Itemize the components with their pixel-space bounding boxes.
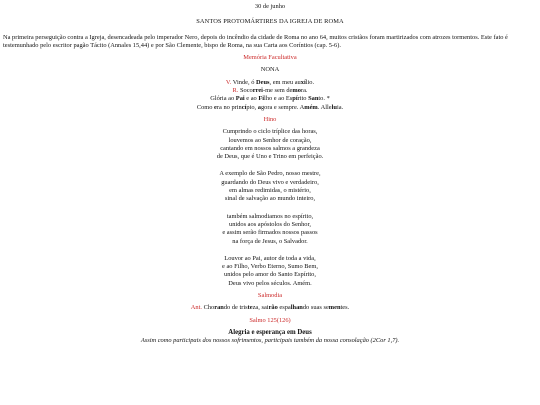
memoria-label: Memória Facultativa (243, 54, 297, 62)
hymn-line: em almas redimidas, o mistério, (229, 187, 311, 195)
response-mark: R. (232, 87, 239, 95)
hymn-line: e ao Filho, Verbo Eterno, Sumo Bem, (222, 263, 318, 271)
response-line: R. Socorrei-me sem demora. (232, 87, 308, 95)
hymn-line: de Deus, que é Uno e Trino em perfeição. (216, 153, 324, 161)
hymn-line: sinal de salvação ao mundo inteiro, (224, 195, 316, 203)
hymn-header: Hino (263, 115, 277, 123)
hymn-line: guardando do Deus vivo e verdadeiro, (221, 178, 319, 186)
versicle-line: V. Vinde, ó Deus, em meu auxílio. (225, 78, 315, 86)
hymn-line: unidos pelo amor do Santo Espírito, (224, 271, 316, 279)
hymn-line: A exemplo de São Pedro, nosso mestre, (219, 170, 321, 178)
salmodia-header: Salmodia (257, 292, 283, 300)
hymn-line: Cumprindo o ciclo tríplice das horas, (222, 128, 318, 136)
hymn-line: Deus vivo pelos séculos. Amém. (228, 279, 312, 287)
psalm-epigraph: Assim como participais dos nossos sofrimentos, participais também da nossa consolação (2Cor 1,7). (140, 337, 400, 345)
hymn-line: unidos aos apóstolos do Senhor, (229, 220, 311, 228)
feast-intro: Na primeira perseguição contra a Igreja, desencadeada pelo imperador Nero, depois do incêndio da cidade de Roma no ano 64, muitos cristãos foram martirizados com atrozes tormentos. Este fato é testemunhado pelo escritor pagão Tácito (Annales 15,44) e por São Clemente, bispo de Roma, na sua Carta aos Coríntios (cap. 5-6). (3, 33, 508, 49)
hymn-line: Louvor ao Pai, autor de toda a vida, (224, 254, 316, 262)
hymn-stanza-1 (3, 128, 537, 161)
antiphon-mark: Ant. (190, 304, 202, 312)
versicle-mark: V. (225, 78, 232, 86)
gloria-line-2: Como era no princípio, agora e sempre. Amém. Alleluia. (196, 103, 344, 111)
psalm-reference: Salmo 125(126) (249, 316, 291, 324)
gloria-line-1: Glória ao Pai e ao Filho e ao Espírito Santo. * (210, 95, 330, 103)
antiphon-line: Ant. Chorando de tristeza, sairão espalhando suas sementes. (190, 304, 350, 312)
hymn-stanza-4 (3, 255, 537, 288)
hymn-stanza-3 (3, 213, 537, 246)
hymn-line: e assim serão firmados nossos passos (222, 229, 318, 237)
hymn-line: na força de Jesus, o Salvador. (232, 237, 308, 245)
hymn-line: louvemos ao Senhor de coração, (228, 136, 312, 144)
hymn-line: cantando em nossos salmos a grandeza (220, 144, 320, 152)
psalm-title: Alegria e esperança em Deus (228, 328, 312, 336)
date-heading: 30 de junho (254, 3, 286, 10)
feast-title: SANTOS PROTOMÁRTIRES DA IGREJA DE ROMA (196, 18, 344, 26)
hymn-line: também salmodiamos no espírito, (226, 212, 314, 220)
hymn-stanza-2 (3, 170, 537, 203)
hour-title: NONA (260, 66, 280, 74)
